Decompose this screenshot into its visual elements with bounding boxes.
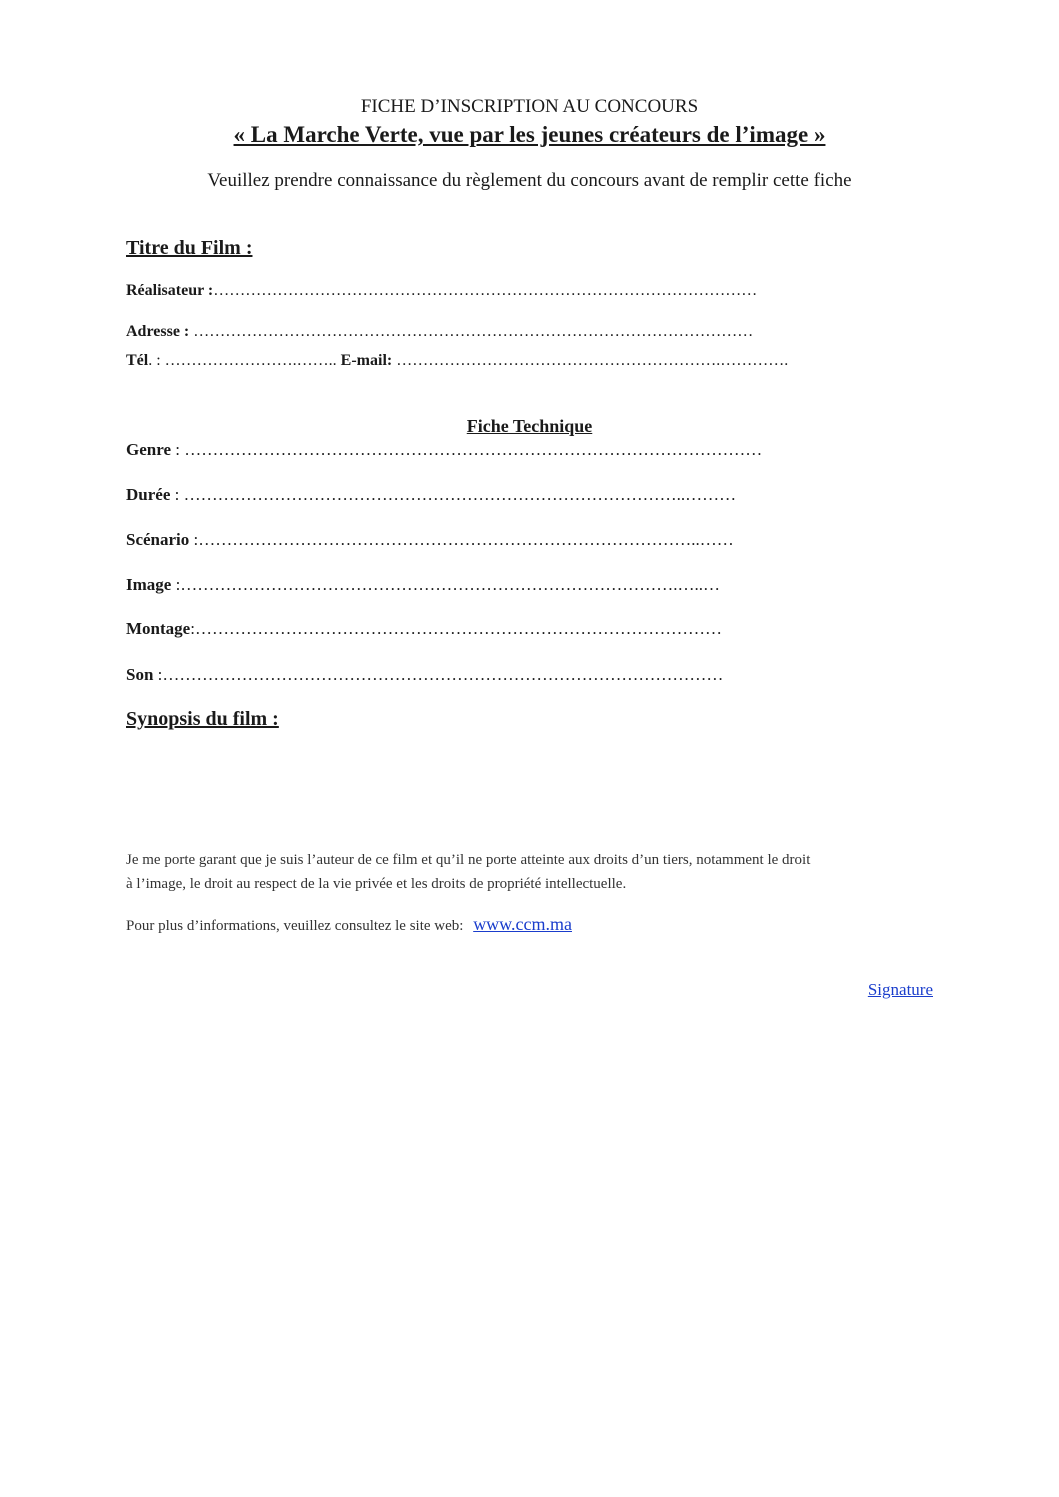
signature-link[interactable]: Signature xyxy=(867,980,933,999)
technical-heading: Fiche Technique xyxy=(466,416,593,436)
info-text: Pour plus d’informations, veuillez consultez le site web: xyxy=(126,918,464,934)
realisateur-row[interactable] xyxy=(126,282,757,300)
montage-row[interactable] xyxy=(126,619,722,639)
realisateur-field[interactable]: ………………………………………………………………………………………… xyxy=(213,282,758,299)
scenario-label: Scénario xyxy=(126,530,190,549)
duree-label: Durée xyxy=(126,485,171,504)
tel-field[interactable]: . : …………………….…….. xyxy=(148,352,341,369)
adresse-field[interactable]: …………………………………………………………………………………………… xyxy=(193,323,754,340)
website-link[interactable]: www.ccm.ma xyxy=(473,914,572,934)
son-field[interactable]: :……………………………………………………………………………………… xyxy=(153,665,724,684)
duree-field[interactable]: : ……………………………………………………………………………..……… xyxy=(170,485,737,504)
image-field[interactable]: :…………………………………………………………………………….…..… xyxy=(171,575,721,594)
duree-row[interactable] xyxy=(126,485,736,505)
son-row[interactable] xyxy=(126,665,723,685)
realisateur-label: Réalisateur : xyxy=(126,282,214,299)
declaration-line-2: à l’image, le droit au respect de la vie privée et les droits de propriété intellectuelle. xyxy=(126,876,627,892)
image-label: Image xyxy=(126,575,172,594)
montage-label: Montage xyxy=(126,619,191,638)
genre-row[interactable] xyxy=(126,440,762,460)
genre-label: Genre xyxy=(126,440,172,459)
email-field[interactable]: …………………………………………………….…………. xyxy=(392,352,789,369)
genre-field[interactable]: : ………………………………………………………………………………………… xyxy=(171,440,763,459)
scenario-row[interactable] xyxy=(126,530,734,550)
scenario-field[interactable]: :……………………………………………………………………………..…… xyxy=(189,530,734,549)
image-row[interactable] xyxy=(126,575,720,595)
tel-label: Tél xyxy=(126,352,149,369)
synopsis-label: Synopsis du film : xyxy=(126,708,279,730)
declaration-line-1: Je me porte garant que je suis l’auteur de ce film et qu’il ne porte atteinte aux droits d’un tiers, notamment le droit xyxy=(126,852,811,868)
form-heading: FICHE D’INSCRIPTION AU CONCOURS xyxy=(360,96,699,117)
info-line xyxy=(126,912,572,938)
adresse-label: Adresse : xyxy=(126,323,190,340)
instruction-text: Veuillez prendre connaissance du règlement du concours avant de remplir cette fiche xyxy=(207,170,852,191)
adresse-row[interactable] xyxy=(126,323,753,341)
signature-row xyxy=(868,980,933,1000)
son-label: Son xyxy=(126,665,154,684)
montage-field[interactable]: :………………………………………………………………………………… xyxy=(190,619,722,638)
film-title-label: Titre du Film : xyxy=(126,237,253,259)
contest-title: « La Marche Verte, vue par les jeunes créateurs de l’image » xyxy=(233,122,826,147)
email-label: E-mail: xyxy=(340,352,393,369)
tel-email-row[interactable] xyxy=(126,352,788,370)
